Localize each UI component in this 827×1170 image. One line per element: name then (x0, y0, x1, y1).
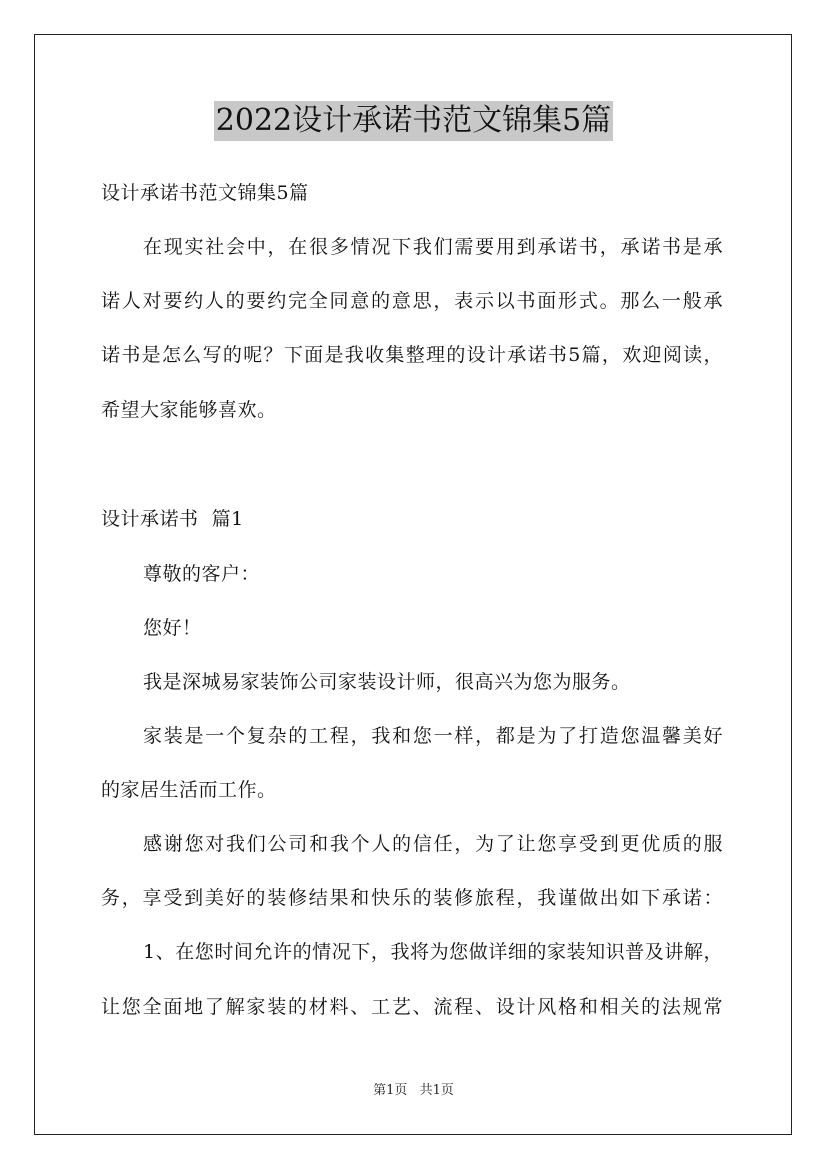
body-line-3: 的家居生活而工作。 (101, 779, 277, 801)
body-line-5: 务，享受到美好的装修结果和快乐的装修旅程，我谨做出如下承诺： (101, 887, 723, 909)
salutation: 尊敬的客户： (143, 563, 261, 585)
body-line-1: 我是深城易家装饰公司家装设计师，很高兴为您为服务。 (143, 671, 631, 693)
intro-line-4: 希望大家能够喜欢。 (101, 399, 277, 421)
body-line-6: 1、在您时间允许的情况下，我将为您做详细的家装知识普及讲解， (143, 941, 723, 963)
greeting: 您好！ (143, 617, 202, 639)
body-line-7: 让您全面地了解家装的材料、工艺、流程、设计风格和相关的法规常 (101, 996, 723, 1018)
page-footer (0, 1082, 827, 1100)
intro-line-2: 诺人对要约人的要约完全同意的意思，表示以书面形式。那么一般承 (101, 290, 723, 312)
body-line-2: 家装是一个复杂的工程，我和您一样，都是为了打造您温馨美好 (143, 725, 723, 747)
body-line-4: 感谢您对我们公司和我个人的信任，为了让您享受到更优质的服 (143, 833, 723, 855)
document-subtitle: 设计承诺书范文锦集5篇 (101, 182, 309, 204)
intro-line-1: 在现实社会中，在很多情况下我们需要用到承诺书，承诺书是承 (143, 236, 723, 258)
document-title: 2022设计承诺书范文锦集5篇 (214, 101, 613, 141)
intro-line-3: 诺书是怎么写的呢？下面是我收集整理的设计承诺书5篇，欢迎阅读， (101, 344, 723, 366)
title-container (0, 101, 827, 141)
page-total: 共1页 (419, 1083, 454, 1098)
section-heading: 设计承诺书 篇1 (101, 508, 244, 530)
page-number: 第1页 (373, 1083, 408, 1098)
